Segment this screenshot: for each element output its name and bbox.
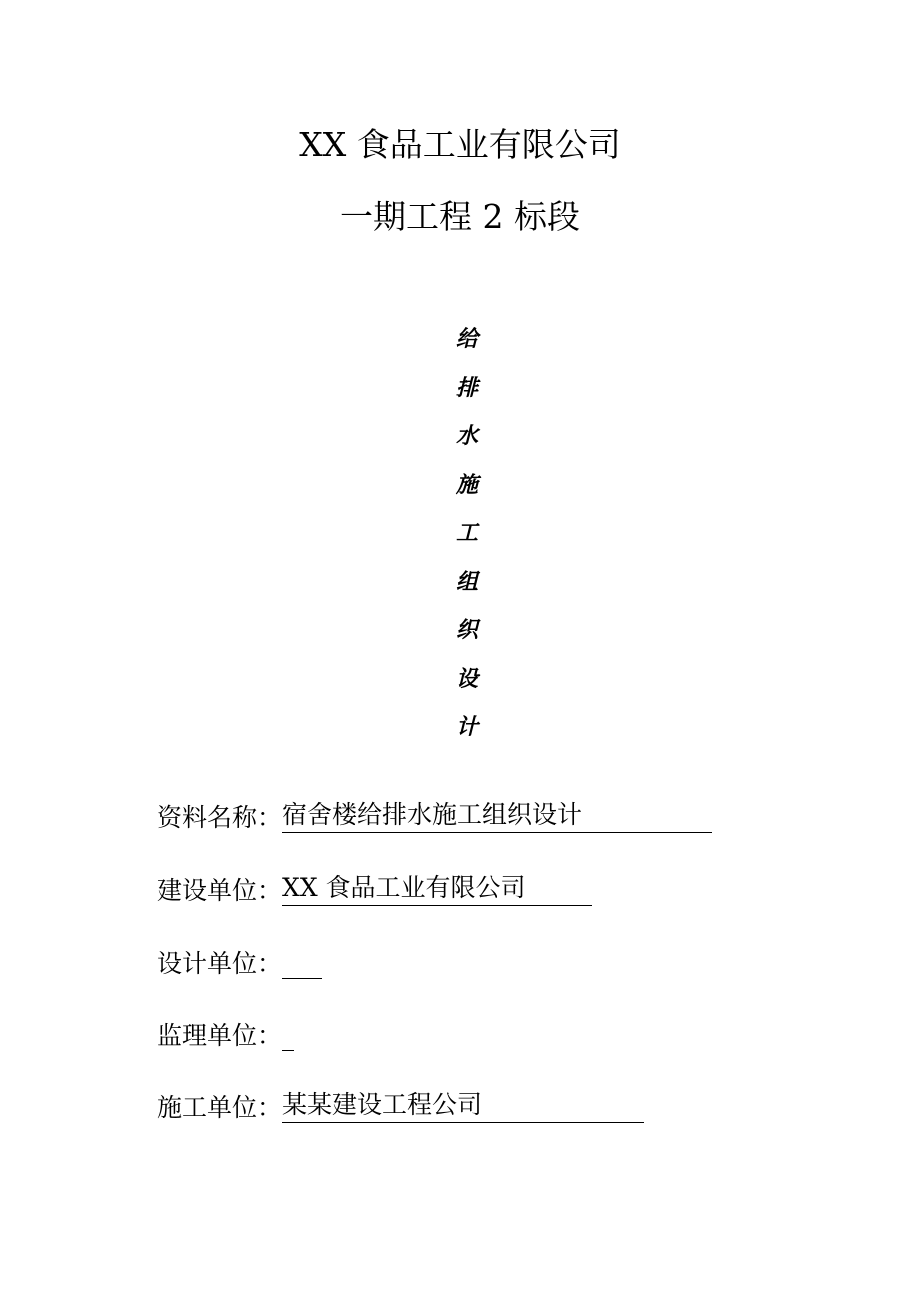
document-title-vertical: [445, 320, 489, 757]
info-row-document-name: [157, 798, 712, 838]
info-row-designer: [157, 944, 322, 984]
contractor-label: 施工单位：: [157, 1093, 283, 1122]
contractor-value: 某某建设工程公司: [282, 1088, 644, 1123]
document-title-char: 计: [455, 715, 478, 740]
info-row-supervisor: [157, 1016, 294, 1056]
document-title-char: 设: [455, 666, 478, 692]
client-label: 建设单位：: [157, 876, 283, 905]
company-title: XX 食品工业有限公司: [299, 125, 621, 164]
document-title-char: 给: [455, 327, 478, 352]
document-title-char: 排: [455, 375, 478, 401]
supervisor-label: 监理单位：: [157, 1021, 283, 1050]
document-name-label: 资料名称：: [157, 803, 283, 832]
designer-label: 设计单位：: [157, 949, 283, 978]
document-title-char: 施: [455, 472, 478, 498]
document-title-char: 织: [455, 618, 478, 643]
supervisor-value: [282, 1016, 294, 1051]
info-row-contractor: [157, 1088, 644, 1128]
document-title-char: 工: [455, 521, 478, 546]
designer-value: [282, 944, 322, 979]
document-name-value: 宿舍楼给排水施工组织设计: [282, 798, 712, 833]
document-title-char: 水: [455, 424, 478, 449]
client-value: XX 食品工业有限公司: [282, 871, 592, 906]
info-row-client: [157, 871, 592, 911]
document-title-char: 组: [455, 569, 478, 595]
project-title: 一期工程 2 标段: [340, 197, 580, 236]
